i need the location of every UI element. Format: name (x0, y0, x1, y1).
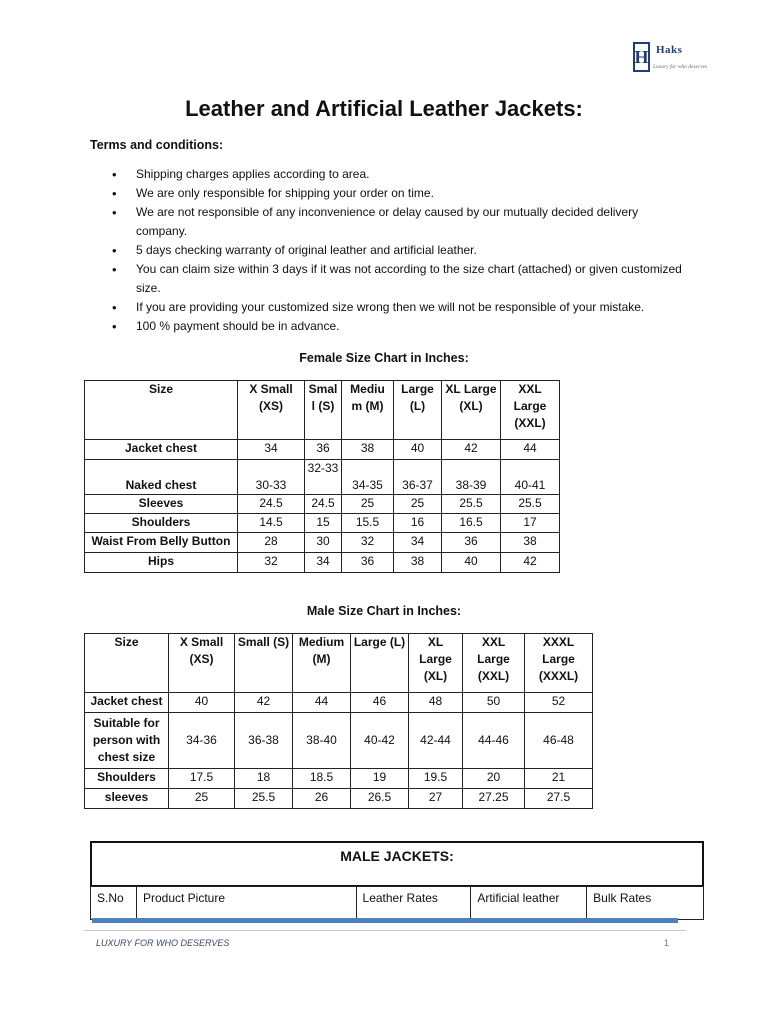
table-cell: 25.5 (442, 495, 501, 514)
table-cell: 14.5 (238, 514, 305, 533)
table-cell: 15 (305, 514, 342, 533)
footer-text: LUXURY FOR WHO DESERVES (96, 938, 230, 948)
table-row (85, 713, 593, 769)
table-cell: 32-33 (305, 460, 342, 495)
table-cell: 17 (501, 514, 560, 533)
table-cell: 16.5 (442, 514, 501, 533)
table-header-cell: Leather Rates (356, 887, 471, 920)
table-header-cell: Large (L) (351, 634, 409, 693)
table-header-cell: Size (85, 634, 169, 693)
table-cell: 25 (394, 495, 442, 514)
table-header-cell: XXL Large (XXL) (501, 381, 560, 440)
table-cell: 26 (293, 789, 351, 809)
male-chart-title: Male Size Chart in Inches: (306, 604, 462, 618)
table-header-cell: Bulk Rates (587, 887, 704, 920)
table-header-cell: S.No (91, 887, 137, 920)
table-cell: 42 (501, 553, 560, 573)
row-label: Shoulders (85, 769, 169, 789)
table-header-cell: Smal l (S) (305, 381, 342, 440)
table-cell: 40 (442, 553, 501, 573)
brand-logo (633, 42, 723, 76)
table-cell: 50 (463, 693, 525, 713)
table-cell: 36 (442, 533, 501, 553)
table-header-row (91, 887, 704, 920)
table-cell: 27.25 (463, 789, 525, 809)
table-header-cell: Artificial leather (471, 887, 587, 920)
table-header-cell: Size (85, 381, 238, 440)
terms-item: • 100 % payment should be in advance. (90, 317, 690, 336)
table-row (85, 769, 593, 789)
terms-item: • If you are providing your customized size wrong then we will not be responsible of your mistake. (90, 298, 690, 317)
table-cell: 42 (235, 693, 293, 713)
table-cell: 25.5 (501, 495, 560, 514)
table-cell: 44 (293, 693, 351, 713)
table-cell: 30-33 (238, 460, 305, 495)
table-cell: 19 (351, 769, 409, 789)
table-cell: 34 (394, 533, 442, 553)
table-cell: 15.5 (342, 514, 394, 533)
logo-tagline: Luxury for who deserves (653, 64, 708, 70)
table-row (85, 460, 560, 495)
male-size-table (84, 633, 593, 809)
table-cell: 36-37 (394, 460, 442, 495)
table-cell: 48 (409, 693, 463, 713)
table-cell: 17.5 (169, 769, 235, 789)
table-cell: 44 (501, 440, 560, 460)
table-header-cell: Product Picture (136, 887, 356, 920)
table-cell: 20 (463, 769, 525, 789)
terms-item: • We are only responsible for shipping your order on time. (90, 184, 690, 203)
page-number: 1 (664, 938, 670, 948)
table-cell: 36 (305, 440, 342, 460)
table-cell: 42 (442, 440, 501, 460)
table-cell: 25 (169, 789, 235, 809)
table-cell: 42-44 (409, 713, 463, 769)
table-header-cell: Medium (M) (293, 634, 351, 693)
table-cell: 30 (305, 533, 342, 553)
table-cell: 25 (342, 495, 394, 514)
row-label: Naked chest (85, 460, 238, 495)
table-header-row (85, 381, 560, 440)
table-cell: 40 (169, 693, 235, 713)
terms-item: • We are not responsible of any inconvenience or delay caused by our mutually decided delivery company. (90, 203, 690, 241)
table-cell: 32 (342, 533, 394, 553)
table-cell: 28 (238, 533, 305, 553)
table-cell: 36 (342, 553, 394, 573)
table-cell: 27.5 (525, 789, 593, 809)
table-cell: 18 (235, 769, 293, 789)
table-cell: 38 (501, 533, 560, 553)
table-cell: 38-40 (293, 713, 351, 769)
table-cell: 34-35 (342, 460, 394, 495)
row-label: Jacket chest (85, 693, 169, 713)
row-label: Hips (85, 553, 238, 573)
terms-item: • 5 days checking warranty of original leather and artificial leather. (90, 241, 690, 260)
male-jackets-header (90, 841, 704, 887)
table-cell: 34 (305, 553, 342, 573)
table-header-cell: Small (S) (235, 634, 293, 693)
page-title: Leather and Artificial Leather Jackets: (185, 96, 583, 121)
table-cell: 27 (409, 789, 463, 809)
male-jackets-table (90, 886, 704, 920)
table-header-cell: Large (L) (394, 381, 442, 440)
table-header-row (85, 634, 593, 693)
table-cell: 24.5 (238, 495, 305, 514)
table-header-cell: X Small (XS) (238, 381, 305, 440)
table-header-cell: X Small (XS) (169, 634, 235, 693)
table-cell: 24.5 (305, 495, 342, 514)
table-cell: 52 (525, 693, 593, 713)
table-cell: 18.5 (293, 769, 351, 789)
terms-heading: Terms and conditions: (90, 138, 224, 152)
row-label: Jacket chest (85, 440, 238, 460)
table-cell: 16 (394, 514, 442, 533)
table-row (85, 789, 593, 809)
table-cell: 25.5 (235, 789, 293, 809)
table-cell: 40-41 (501, 460, 560, 495)
row-label: Suitable for person with chest size (85, 713, 169, 769)
table-cell: 34 (238, 440, 305, 460)
table-row (85, 693, 593, 713)
table-header-cell: XL Large (XL) (442, 381, 501, 440)
table-header-cell: XXL Large (XXL) (463, 634, 525, 693)
table-cell: 44-46 (463, 713, 525, 769)
row-label: Sleeves (85, 495, 238, 514)
row-label: Shoulders (85, 514, 238, 533)
male-jackets-title: MALE JACKETS: (340, 848, 454, 864)
table-cell: 19.5 (409, 769, 463, 789)
table-cell: 40 (394, 440, 442, 460)
table-row (85, 553, 560, 573)
female-chart-title: Female Size Chart in Inches: (299, 351, 469, 365)
accent-bar (92, 918, 678, 923)
table-header-cell: XL Large (XL) (409, 634, 463, 693)
terms-list (90, 165, 690, 336)
table-cell: 21 (525, 769, 593, 789)
table-cell: 36-38 (235, 713, 293, 769)
table-header-cell: Mediu m (M) (342, 381, 394, 440)
table-cell: 26.5 (351, 789, 409, 809)
table-row (85, 514, 560, 533)
table-cell: 32 (238, 553, 305, 573)
logo-monogram-icon: H (633, 42, 650, 72)
table-header-cell: XXXL Large (XXXL) (525, 634, 593, 693)
table-row (85, 495, 560, 514)
terms-item: • You can claim size within 3 days if it was not according to the size chart (attached) or given customized size. (90, 260, 690, 298)
table-cell: 46 (351, 693, 409, 713)
row-label: Waist From Belly Button (85, 533, 238, 553)
table-cell: 38-39 (442, 460, 501, 495)
table-cell: 38 (342, 440, 394, 460)
female-size-table (84, 380, 560, 573)
table-cell: 34-36 (169, 713, 235, 769)
logo-name: Haks (656, 44, 683, 56)
table-cell: 46-48 (525, 713, 593, 769)
table-cell: 38 (394, 553, 442, 573)
row-label: sleeves (85, 789, 169, 809)
table-cell: 40-42 (351, 713, 409, 769)
table-row (85, 440, 560, 460)
terms-item: • Shipping charges applies according to area. (90, 165, 690, 184)
footer-divider (84, 930, 686, 931)
table-row (85, 533, 560, 553)
